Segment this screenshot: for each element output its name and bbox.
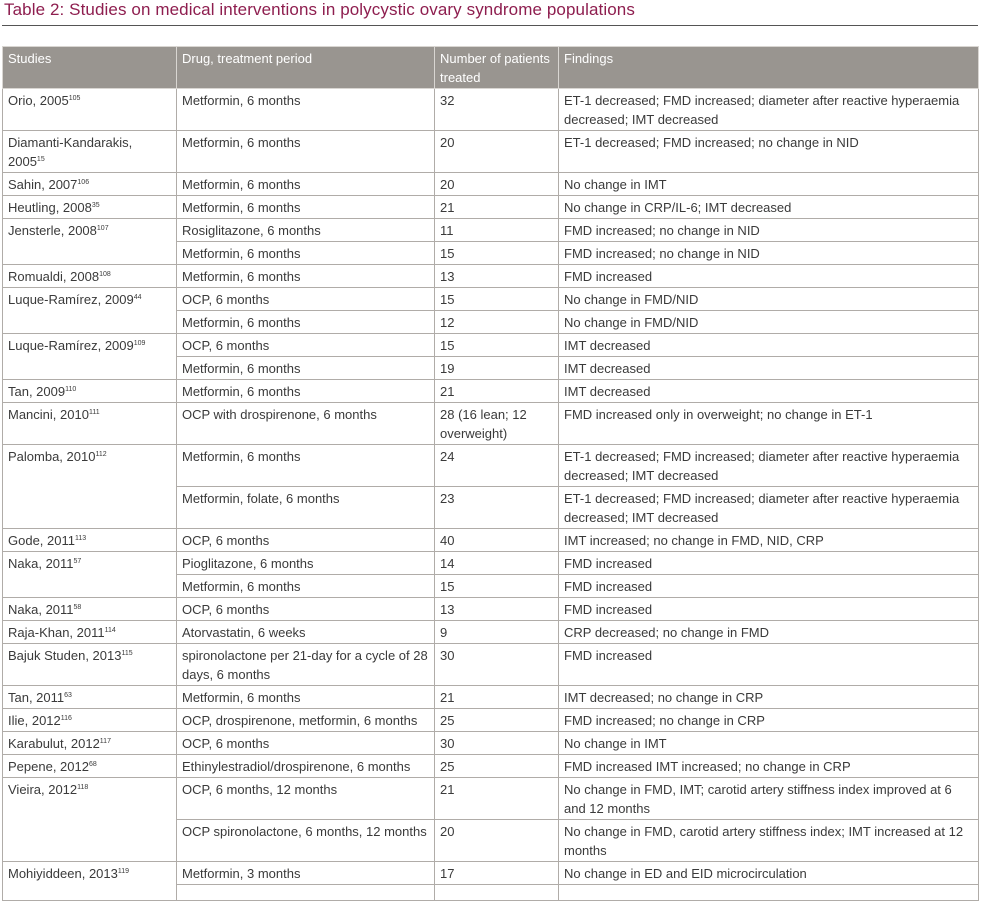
study-name: Vieira, 2012 bbox=[8, 782, 78, 797]
drug-cell: Atorvastatin, 6 weeks bbox=[177, 621, 435, 644]
drug-cell: OCP, 6 months bbox=[177, 598, 435, 621]
study-ref: 118 bbox=[77, 784, 89, 791]
header-findings: Findings bbox=[559, 47, 979, 89]
findings-cell: FMD increased bbox=[559, 265, 979, 288]
drug-cell: Metformin, 6 months bbox=[177, 686, 435, 709]
drug-cell: Pioglitazone, 6 months bbox=[177, 552, 435, 575]
study-ref: 109 bbox=[133, 340, 146, 347]
findings-cell: IMT decreased bbox=[559, 334, 979, 357]
table-row bbox=[3, 334, 979, 357]
findings-cell: IMT decreased; no change in CRP bbox=[559, 686, 979, 709]
study-name: Palomba, 2010 bbox=[8, 449, 96, 464]
findings-cell: FMD increased bbox=[559, 644, 979, 686]
drug-cell: OCP, 6 months bbox=[177, 288, 435, 311]
patients-cell: 11 bbox=[435, 219, 559, 242]
study-cell bbox=[3, 862, 177, 901]
patients-cell: 20 bbox=[435, 820, 559, 862]
study-ref: 57 bbox=[73, 558, 82, 565]
study-name: Ilie, 2012 bbox=[8, 713, 61, 728]
findings-cell: No change in FMD, carotid artery stiffness index; IMT increased at 12 months bbox=[559, 820, 979, 862]
findings-cell: ET-1 decreased; FMD increased; diameter after reactive hyperaemia decreased; IMT decreased bbox=[559, 487, 979, 529]
table-row bbox=[3, 709, 979, 732]
drug-cell: OCP with drospirenone, 6 months bbox=[177, 403, 435, 445]
findings-cell: ET-1 decreased; FMD increased; diameter after reactive hyperaemia decreased; IMT decreased bbox=[559, 89, 979, 131]
table-row bbox=[3, 598, 979, 621]
findings-cell: FMD increased bbox=[559, 598, 979, 621]
title-divider bbox=[2, 25, 978, 26]
drug-cell: OCP, 6 months bbox=[177, 334, 435, 357]
drug-cell: Rosiglitazone, 6 months bbox=[177, 219, 435, 242]
patients-cell bbox=[435, 885, 559, 901]
patients-cell: 19 bbox=[435, 357, 559, 380]
study-ref: 116 bbox=[60, 715, 72, 722]
table-row bbox=[3, 644, 979, 686]
study-name: Mohiyiddeen, 2013 bbox=[8, 866, 118, 881]
findings-cell: IMT decreased bbox=[559, 357, 979, 380]
table-row bbox=[3, 265, 979, 288]
patients-cell: 25 bbox=[435, 709, 559, 732]
findings-cell: FMD increased; no change in NID bbox=[559, 242, 979, 265]
findings-cell: ET-1 decreased; FMD increased; diameter after reactive hyperaemia decreased; IMT decreased bbox=[559, 445, 979, 487]
study-name: Karabulut, 2012 bbox=[8, 736, 100, 751]
patients-cell: 32 bbox=[435, 89, 559, 131]
patients-cell: 15 bbox=[435, 575, 559, 598]
drug-cell: Metformin, 6 months bbox=[177, 131, 435, 173]
study-ref: 107 bbox=[96, 225, 109, 232]
study-name: Jensterle, 2008 bbox=[8, 223, 97, 238]
drug-cell: OCP, 6 months, 12 months bbox=[177, 778, 435, 820]
patients-cell: 30 bbox=[435, 644, 559, 686]
findings-cell bbox=[559, 885, 979, 901]
study-name: Gode, 2011 bbox=[8, 533, 75, 548]
patients-cell: 30 bbox=[435, 732, 559, 755]
findings-cell: FMD increased only in overweight; no change in ET-1 bbox=[559, 403, 979, 445]
patients-cell: 40 bbox=[435, 529, 559, 552]
study-name: Heutling, 2008 bbox=[8, 200, 92, 215]
findings-cell: FMD increased bbox=[559, 552, 979, 575]
study-cell bbox=[3, 173, 177, 196]
patients-cell: 9 bbox=[435, 621, 559, 644]
study-cell bbox=[3, 334, 177, 380]
table-row bbox=[3, 732, 979, 755]
findings-cell: No change in FMD/NID bbox=[559, 288, 979, 311]
drug-cell: Metformin, 6 months bbox=[177, 357, 435, 380]
study-name: Luque-Ramírez, 2009 bbox=[8, 338, 134, 353]
patients-cell: 14 bbox=[435, 552, 559, 575]
study-cell bbox=[3, 529, 177, 552]
study-cell bbox=[3, 598, 177, 621]
table-header-row bbox=[3, 47, 979, 89]
study-ref: 119 bbox=[117, 868, 130, 875]
header-patients: Number of patients treated bbox=[435, 47, 559, 89]
drug-cell: Metformin, folate, 6 months bbox=[177, 487, 435, 529]
patients-cell: 21 bbox=[435, 686, 559, 709]
study-cell bbox=[3, 686, 177, 709]
table-row bbox=[3, 131, 979, 173]
header-drug: Drug, treatment period bbox=[177, 47, 435, 89]
patients-cell: 12 bbox=[435, 311, 559, 334]
study-name: Naka, 2011 bbox=[8, 602, 74, 617]
study-ref: 113 bbox=[74, 535, 87, 542]
study-name: Tan, 2011 bbox=[8, 690, 65, 705]
study-ref: 115 bbox=[121, 650, 133, 657]
patients-cell: 20 bbox=[435, 173, 559, 196]
findings-cell: No change in IMT bbox=[559, 732, 979, 755]
study-cell bbox=[3, 755, 177, 778]
study-name: Romualdi, 2008 bbox=[8, 269, 100, 284]
table-row bbox=[3, 173, 979, 196]
drug-cell: Metformin, 6 months bbox=[177, 445, 435, 487]
study-name: Orio, 2005 bbox=[8, 93, 69, 108]
findings-cell: IMT increased; no change in FMD, NID, CRP bbox=[559, 529, 979, 552]
findings-cell: No change in FMD, IMT; carotid artery stiffness index improved at 6 and 12 months bbox=[559, 778, 979, 820]
findings-cell: No change in FMD/NID bbox=[559, 311, 979, 334]
study-cell bbox=[3, 196, 177, 219]
study-name: Naka, 2011 bbox=[8, 556, 74, 571]
table-row bbox=[3, 219, 979, 242]
study-cell bbox=[3, 265, 177, 288]
findings-cell: FMD increased IMT increased; no change in CRP bbox=[559, 755, 979, 778]
study-name: Pepene, 2012 bbox=[8, 759, 89, 774]
patients-cell: 17 bbox=[435, 862, 559, 885]
patients-cell: 21 bbox=[435, 778, 559, 820]
drug-cell: Metformin, 6 months bbox=[177, 265, 435, 288]
table-row bbox=[3, 288, 979, 311]
study-cell bbox=[3, 131, 177, 173]
patients-cell: 13 bbox=[435, 265, 559, 288]
drug-cell bbox=[177, 885, 435, 901]
findings-cell: CRP decreased; no change in FMD bbox=[559, 621, 979, 644]
drug-cell: Metformin, 6 months bbox=[177, 196, 435, 219]
findings-cell: IMT decreased bbox=[559, 380, 979, 403]
study-cell bbox=[3, 778, 177, 862]
study-ref: 108 bbox=[99, 271, 111, 278]
table-row bbox=[3, 862, 979, 885]
study-cell bbox=[3, 403, 177, 445]
findings-cell: No change in CRP/IL-6; IMT decreased bbox=[559, 196, 979, 219]
findings-cell: FMD increased; no change in CRP bbox=[559, 709, 979, 732]
drug-cell: Metformin, 6 months bbox=[177, 242, 435, 265]
findings-cell: No change in IMT bbox=[559, 173, 979, 196]
study-ref: 44 bbox=[133, 294, 142, 301]
study-cell bbox=[3, 644, 177, 686]
header-studies: Studies bbox=[3, 47, 177, 89]
patients-cell: 28 (16 lean; 12 overweight) bbox=[435, 403, 559, 445]
study-ref: 68 bbox=[88, 761, 97, 768]
patients-cell: 25 bbox=[435, 755, 559, 778]
drug-cell: Metformin, 3 months bbox=[177, 862, 435, 885]
table-row bbox=[3, 89, 979, 131]
study-name: Mancini, 2010 bbox=[8, 407, 89, 422]
drug-cell: OCP, drospirenone, metformin, 6 months bbox=[177, 709, 435, 732]
drug-cell: OCP, 6 months bbox=[177, 529, 435, 552]
study-name: Luque-Ramírez, 2009 bbox=[8, 292, 134, 307]
table-row bbox=[3, 196, 979, 219]
table-row bbox=[3, 755, 979, 778]
drug-cell: OCP spironolactone, 6 months, 12 months bbox=[177, 820, 435, 862]
study-ref: 106 bbox=[77, 179, 90, 186]
patients-cell: 20 bbox=[435, 131, 559, 173]
study-cell bbox=[3, 445, 177, 529]
table-row bbox=[3, 380, 979, 403]
study-ref: 35 bbox=[91, 202, 100, 209]
study-ref: 111 bbox=[88, 409, 100, 416]
study-cell bbox=[3, 380, 177, 403]
drug-cell: Metformin, 6 months bbox=[177, 575, 435, 598]
study-ref: 117 bbox=[99, 738, 111, 745]
table-row bbox=[3, 445, 979, 487]
study-ref: 15 bbox=[36, 156, 45, 163]
drug-cell: Metformin, 6 months bbox=[177, 311, 435, 334]
patients-cell: 15 bbox=[435, 288, 559, 311]
study-ref: 114 bbox=[104, 627, 116, 634]
study-name: Diamanti-Kandarakis, 2005 bbox=[8, 135, 133, 169]
study-cell bbox=[3, 732, 177, 755]
findings-cell: FMD increased; no change in NID bbox=[559, 219, 979, 242]
study-cell bbox=[3, 288, 177, 334]
drug-cell: OCP, 6 months bbox=[177, 732, 435, 755]
patients-cell: 15 bbox=[435, 242, 559, 265]
table-row bbox=[3, 778, 979, 820]
patients-cell: 15 bbox=[435, 334, 559, 357]
study-cell bbox=[3, 621, 177, 644]
drug-cell: spironolactone per 21-day for a cycle of 28 days, 6 months bbox=[177, 644, 435, 686]
study-name: Tan, 2009 bbox=[8, 384, 66, 399]
study-name: Sahin, 2007 bbox=[8, 177, 78, 192]
study-cell bbox=[3, 709, 177, 732]
table-row bbox=[3, 621, 979, 644]
drug-cell: Ethinylestradiol/drospirenone, 6 months bbox=[177, 755, 435, 778]
table-row bbox=[3, 403, 979, 445]
table-row bbox=[3, 552, 979, 575]
study-name: Raja-Khan, 2011 bbox=[8, 625, 105, 640]
table-body bbox=[3, 89, 979, 901]
findings-cell: No change in ED and EID microcirculation bbox=[559, 862, 979, 885]
studies-table bbox=[2, 46, 979, 901]
findings-cell: ET-1 decreased; FMD increased; no change in NID bbox=[559, 131, 979, 173]
patients-cell: 24 bbox=[435, 445, 559, 487]
study-ref: 112 bbox=[95, 451, 107, 458]
drug-cell: Metformin, 6 months bbox=[177, 173, 435, 196]
patients-cell: 21 bbox=[435, 380, 559, 403]
study-ref: 58 bbox=[73, 604, 82, 611]
study-cell bbox=[3, 89, 177, 131]
study-ref: 63 bbox=[64, 692, 72, 699]
study-name: Bajuk Studen, 2013 bbox=[8, 648, 122, 663]
study-ref: 110 bbox=[65, 386, 77, 393]
table-row bbox=[3, 529, 979, 552]
study-ref: 105 bbox=[68, 95, 81, 102]
patients-cell: 13 bbox=[435, 598, 559, 621]
drug-cell: Metformin, 6 months bbox=[177, 89, 435, 131]
patients-cell: 23 bbox=[435, 487, 559, 529]
drug-cell: Metformin, 6 months bbox=[177, 380, 435, 403]
table-title: Table 2: Studies on medical interventions in polycystic ovary syndrome populations bbox=[4, 0, 635, 19]
table-row bbox=[3, 686, 979, 709]
patients-cell: 21 bbox=[435, 196, 559, 219]
study-cell bbox=[3, 552, 177, 598]
findings-cell: FMD increased bbox=[559, 575, 979, 598]
study-cell bbox=[3, 219, 177, 265]
